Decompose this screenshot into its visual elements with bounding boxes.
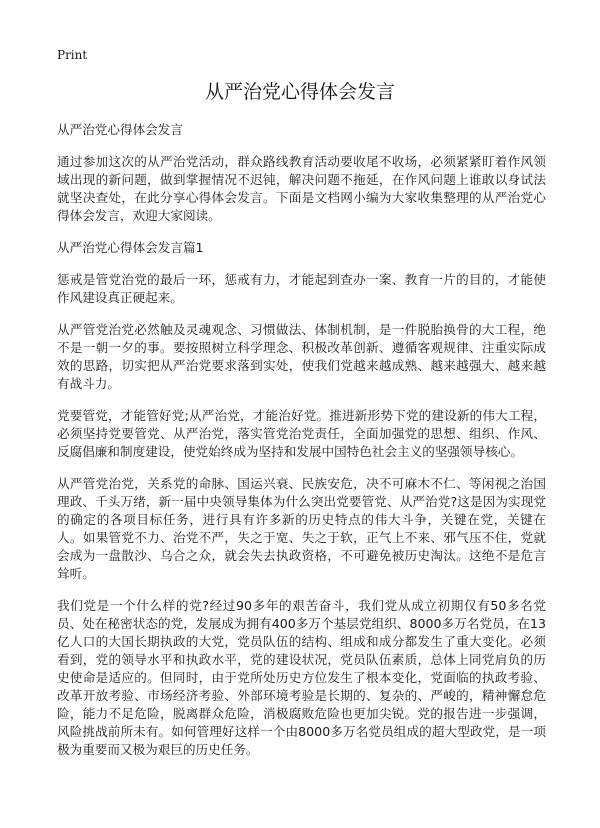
intro-paragraph: 通过参加这次的从严治党活动，群众路线教育活动要收尾不收场，必须紧紧盯着作风领域出现的新问题，做到掌握情况不迟钝，解决问题不拖延，在作风问题上谁敢以身试法就坚决查处，在此分享心得体会发言。下面是文档网小编为大家收集整理的从严治党心得体会发言，欢迎大家阅读。 bbox=[57, 154, 546, 223]
section-heading: 从严治党心得体会发言篇1 bbox=[57, 240, 204, 255]
body-paragraph: 惩戒是管党治党的最后一环，惩戒有力，才能起到查办一案、教育一片的目的，才能使作风建设真正硬起来。 bbox=[57, 272, 546, 305]
body-paragraph: 从严管党治党必然触及灵魂观念、习惯做法、体制机制，是一件脱胎换骨的大工程，绝不是一朝一夕的事。要按照树立科学理念、积极改革创新、遵循客观规律、注重实际成效的思路，切实把从严治党要求落到实处，使我们党越来越成熟、越来越强大、越来越有战斗力。 bbox=[57, 322, 546, 391]
body-paragraph: 党要管党，才能管好党;从严治党，才能治好党。推进新形势下党的建设新的伟大工程，必须坚持党要管党、从严治党，落实管党治党责任，全面加强党的思想、组织、作风、反腐倡廉和制度建设，使党始终成为坚持和发展中国特色社会主义的坚强领导核心。 bbox=[57, 408, 546, 459]
body-paragraph: 从严管党治党，关系党的命脉、国运兴衰、民族安危，决不可麻木不仁、等闲视之治国理政、千头万绪，新一届中央领导集体为什么突出党要管党、从严治党?这是因为实现党的确定的各项目标任务，进行具有许多新的历史特点的伟大斗争，关键在党，关键在人。如果管党不力、治党不严，失之于宽、失之于软，正气上不来、邪气压不住，党就会成为一盘散沙、乌合之众，就会失去执政资格，不可避免被历史淘汰。这绝不是危言耸听。 bbox=[57, 476, 546, 581]
body-paragraph: 我们党是一个什么样的党?经过90多年的艰苦奋斗，我们党从成立初期仅有50多名党员、处在秘密状态的党，发展成为拥有400多万个基层党组织、8000多万名党员，在13亿人口的大国长期执政的大党，党员队伍的结构、组成和成分都发生了重大变化。必须看到，党的领导水平和执政水平，党的建设状况，党员队伍素质，总体上同党肩负的历史使命是适应的。但同时，由于党所处历史方位发生了根本变化，党面临的执政考验、改革开放考验、市场经济考验、外部环境考验是长期的、复杂的、严峻的，精神懈怠危险，能力不足危险，脱离群众危险，消极腐败危险也更加尖锐。党的报告进一步强调，风险挑战前所未有。如何管理好这样一个由8000多万名党员组成的超大型政党，是一项极为重要而又极为艰巨的历史任务。 bbox=[57, 598, 546, 757]
print-link[interactable]: Print bbox=[57, 48, 88, 62]
document-title: 从严治党心得体会发言 bbox=[204, 81, 395, 103]
document-body bbox=[57, 121, 546, 773]
document-subtitle: 从严治党心得体会发言 bbox=[57, 122, 183, 137]
